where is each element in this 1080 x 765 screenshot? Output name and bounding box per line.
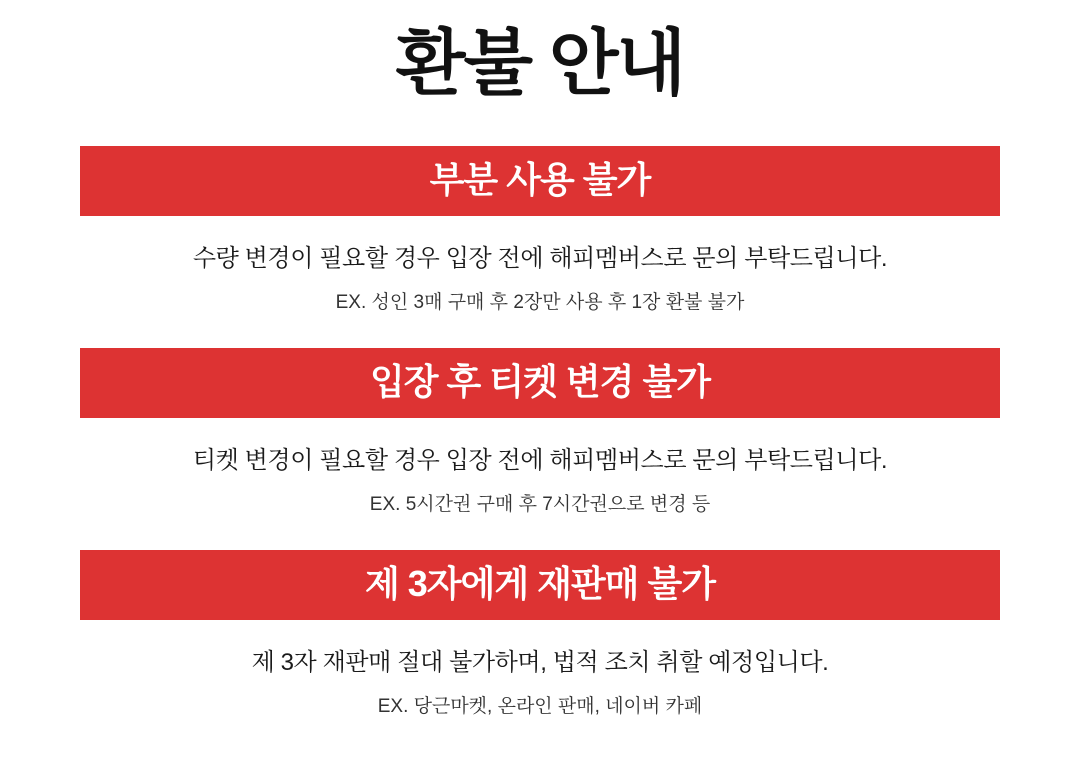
notice-section-3 <box>0 550 1080 718</box>
notice-sections <box>0 146 1080 718</box>
notice-description-2: 티켓 변경이 필요할 경우 입장 전에 해피멤버스로 문의 부탁드립니다. <box>192 446 888 474</box>
notice-description-1: 수량 변경이 필요할 경우 입장 전에 해피멤버스로 문의 부탁드립니다. <box>192 244 888 272</box>
notice-banner-3: 제 3자에게 재판매 불가 <box>80 550 1000 620</box>
notice-section-1 <box>0 146 1080 314</box>
page-title: 환불 안내 <box>395 24 685 104</box>
notice-example-1: EX. 성인 3매 구매 후 2장만 사용 후 1장 환불 불가 <box>335 291 745 313</box>
notice-example-2: EX. 5시간권 구매 후 7시간권으로 변경 등 <box>369 493 711 515</box>
notice-description-3: 제 3자 재판매 절대 불가하며, 법적 조치 취할 예정입니다. <box>251 648 829 676</box>
notice-example-3: EX. 당근마켓, 온라인 판매, 네이버 카페 <box>377 695 703 717</box>
notice-banner-1: 부분 사용 불가 <box>80 146 1000 216</box>
notice-banner-2: 입장 후 티켓 변경 불가 <box>80 348 1000 418</box>
notice-section-2 <box>0 348 1080 516</box>
